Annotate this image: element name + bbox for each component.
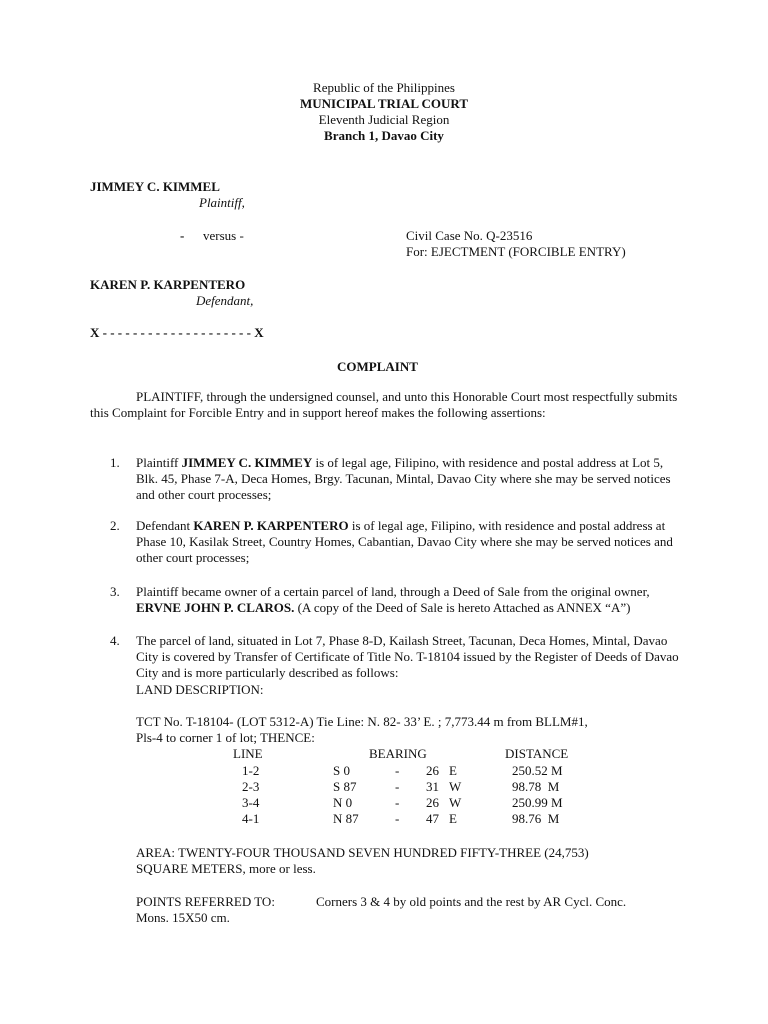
- allegation-number: 1.: [110, 455, 120, 470]
- allegation-bold: KAREN P. KARPENTERO: [193, 518, 349, 533]
- col-header-line: LINE: [233, 746, 263, 761]
- allegation-text: Plaintiff JIMMEY C. KIMMEY is of legal age, Filipino, with residence and postal address at Lot 5, Blk. 45, Phase 7-A, Deca Homes, Brgy. Tacunan, Mintal, Davao City where she may be served notices and other court processes;: [136, 455, 671, 502]
- allegation-number: 3.: [110, 584, 120, 599]
- col-header-distance: DISTANCE: [505, 746, 569, 761]
- defendant-name: KAREN P. KARPENTERO: [90, 277, 246, 292]
- area-line-1: AREA: TWENTY-FOUR THOUSAND SEVEN HUNDRED FIFTY-THREE (24,753): [136, 845, 589, 860]
- points-label: POINTS REFERRED TO:: [136, 894, 275, 909]
- cell-dash: -: [395, 779, 400, 794]
- court-region: Eleventh Judicial Region: [318, 112, 450, 127]
- allegation-text: Defendant KAREN P. KARPENTERO is of legal age, Filipino, with residence and postal address at Phase 10, Kasilak Street, Country Homes, Cabantian, Davao City where she may be served notices and other court processes;: [136, 518, 673, 565]
- allegation-text: Plaintiff became owner of a certain parcel of land, through a Deed of Sale from the original owner, ERVNE JOHN P. CLAROS. (A copy of the Deed of Sale is hereto Attached as ANNEX “A”): [136, 584, 650, 615]
- cell-distance: 98.76 M: [512, 811, 560, 826]
- points-text: Corners 3 & 4 by old points and the rest by AR Cycl. Conc.: [316, 894, 627, 909]
- court-name: MUNICIPAL TRIAL COURT: [299, 96, 469, 111]
- cell-dash: -: [395, 795, 400, 810]
- versus-label: versus -: [203, 228, 244, 243]
- cell-direction-2: E: [449, 811, 457, 826]
- court-republic-line: Republic of the Philippines: [313, 80, 455, 95]
- points-line-2: Mons. 15X50 cm.: [136, 910, 230, 925]
- cell-degrees: 31: [426, 779, 439, 794]
- cell-line: 1-2: [242, 763, 260, 778]
- court-branch: Branch 1, Davao City: [324, 128, 444, 143]
- intro-paragraph: PLAINTIFF, through the undersigned counsel, and unto this Honorable Court most respectfully submits this Complaint for Forcible Entry and in support hereof makes the following assertions:: [90, 389, 678, 420]
- cell-dash: -: [395, 811, 400, 826]
- land-description-heading: LAND DESCRIPTION:: [136, 682, 264, 697]
- cell-line: 3-4: [242, 795, 260, 810]
- cell-direction: S 87: [333, 779, 357, 794]
- allegation-number: 2.: [110, 518, 120, 533]
- cell-direction-2: W: [449, 795, 462, 810]
- cell-direction: N 87: [333, 811, 359, 826]
- cell-degrees: 47: [426, 811, 439, 826]
- allegation-number: 4.: [110, 633, 120, 648]
- cell-distance: 98.78 M: [512, 779, 560, 794]
- cell-dash: -: [395, 763, 400, 778]
- defendant-role: Defendant,: [196, 293, 254, 308]
- cell-degrees: 26: [426, 795, 439, 810]
- cell-direction-2: W: [449, 779, 462, 794]
- tct-line-1: TCT No. T-18104- (LOT 5312-A) Tie Line: N. 82- 33’ E. ; 7,773.44 m from BLLM#1,: [136, 714, 588, 729]
- col-header-bearing: BEARING: [369, 746, 427, 761]
- tct-line-2: Pls-4 to corner 1 of lot; THENCE:: [136, 730, 315, 745]
- document-title: COMPLAINT: [337, 359, 418, 374]
- case-nature: For: EJECTMENT (FORCIBLE ENTRY): [406, 244, 626, 259]
- allegation-text: The parcel of land, situated in Lot 7, Phase 8-D, Kailash Street, Tacunan, Deca Homes, Mintal, Davao City is covered by Transfer of Certificate of Title No. T-18104 issued by the Register of Deeds of Davao City and is more particularly described as follows:: [136, 633, 679, 680]
- area-line-2: SQUARE METERS, more or less.: [136, 861, 316, 876]
- caption-separator: X - - - - - - - - - - - - - - - - - - - - X: [90, 325, 264, 340]
- cell-line: 4-1: [242, 811, 260, 826]
- plaintiff-role: Plaintiff,: [199, 195, 245, 210]
- cell-direction: N 0: [333, 795, 353, 810]
- allegation-bold: ERVNE JOHN P. CLAROS.: [136, 600, 295, 615]
- cell-distance: 250.52 M: [512, 763, 563, 778]
- cell-distance: 250.99 M: [512, 795, 563, 810]
- cell-direction: S 0: [333, 763, 350, 778]
- plaintiff-name: JIMMEY C. KIMMEL: [90, 179, 220, 194]
- allegation-bold: JIMMEY C. KIMMEY: [181, 455, 313, 470]
- cell-degrees: 26: [426, 763, 439, 778]
- cell-direction-2: E: [449, 763, 457, 778]
- versus-dash: -: [180, 228, 185, 243]
- cell-line: 2-3: [242, 779, 260, 794]
- case-number: Civil Case No. Q-23516: [406, 228, 533, 243]
